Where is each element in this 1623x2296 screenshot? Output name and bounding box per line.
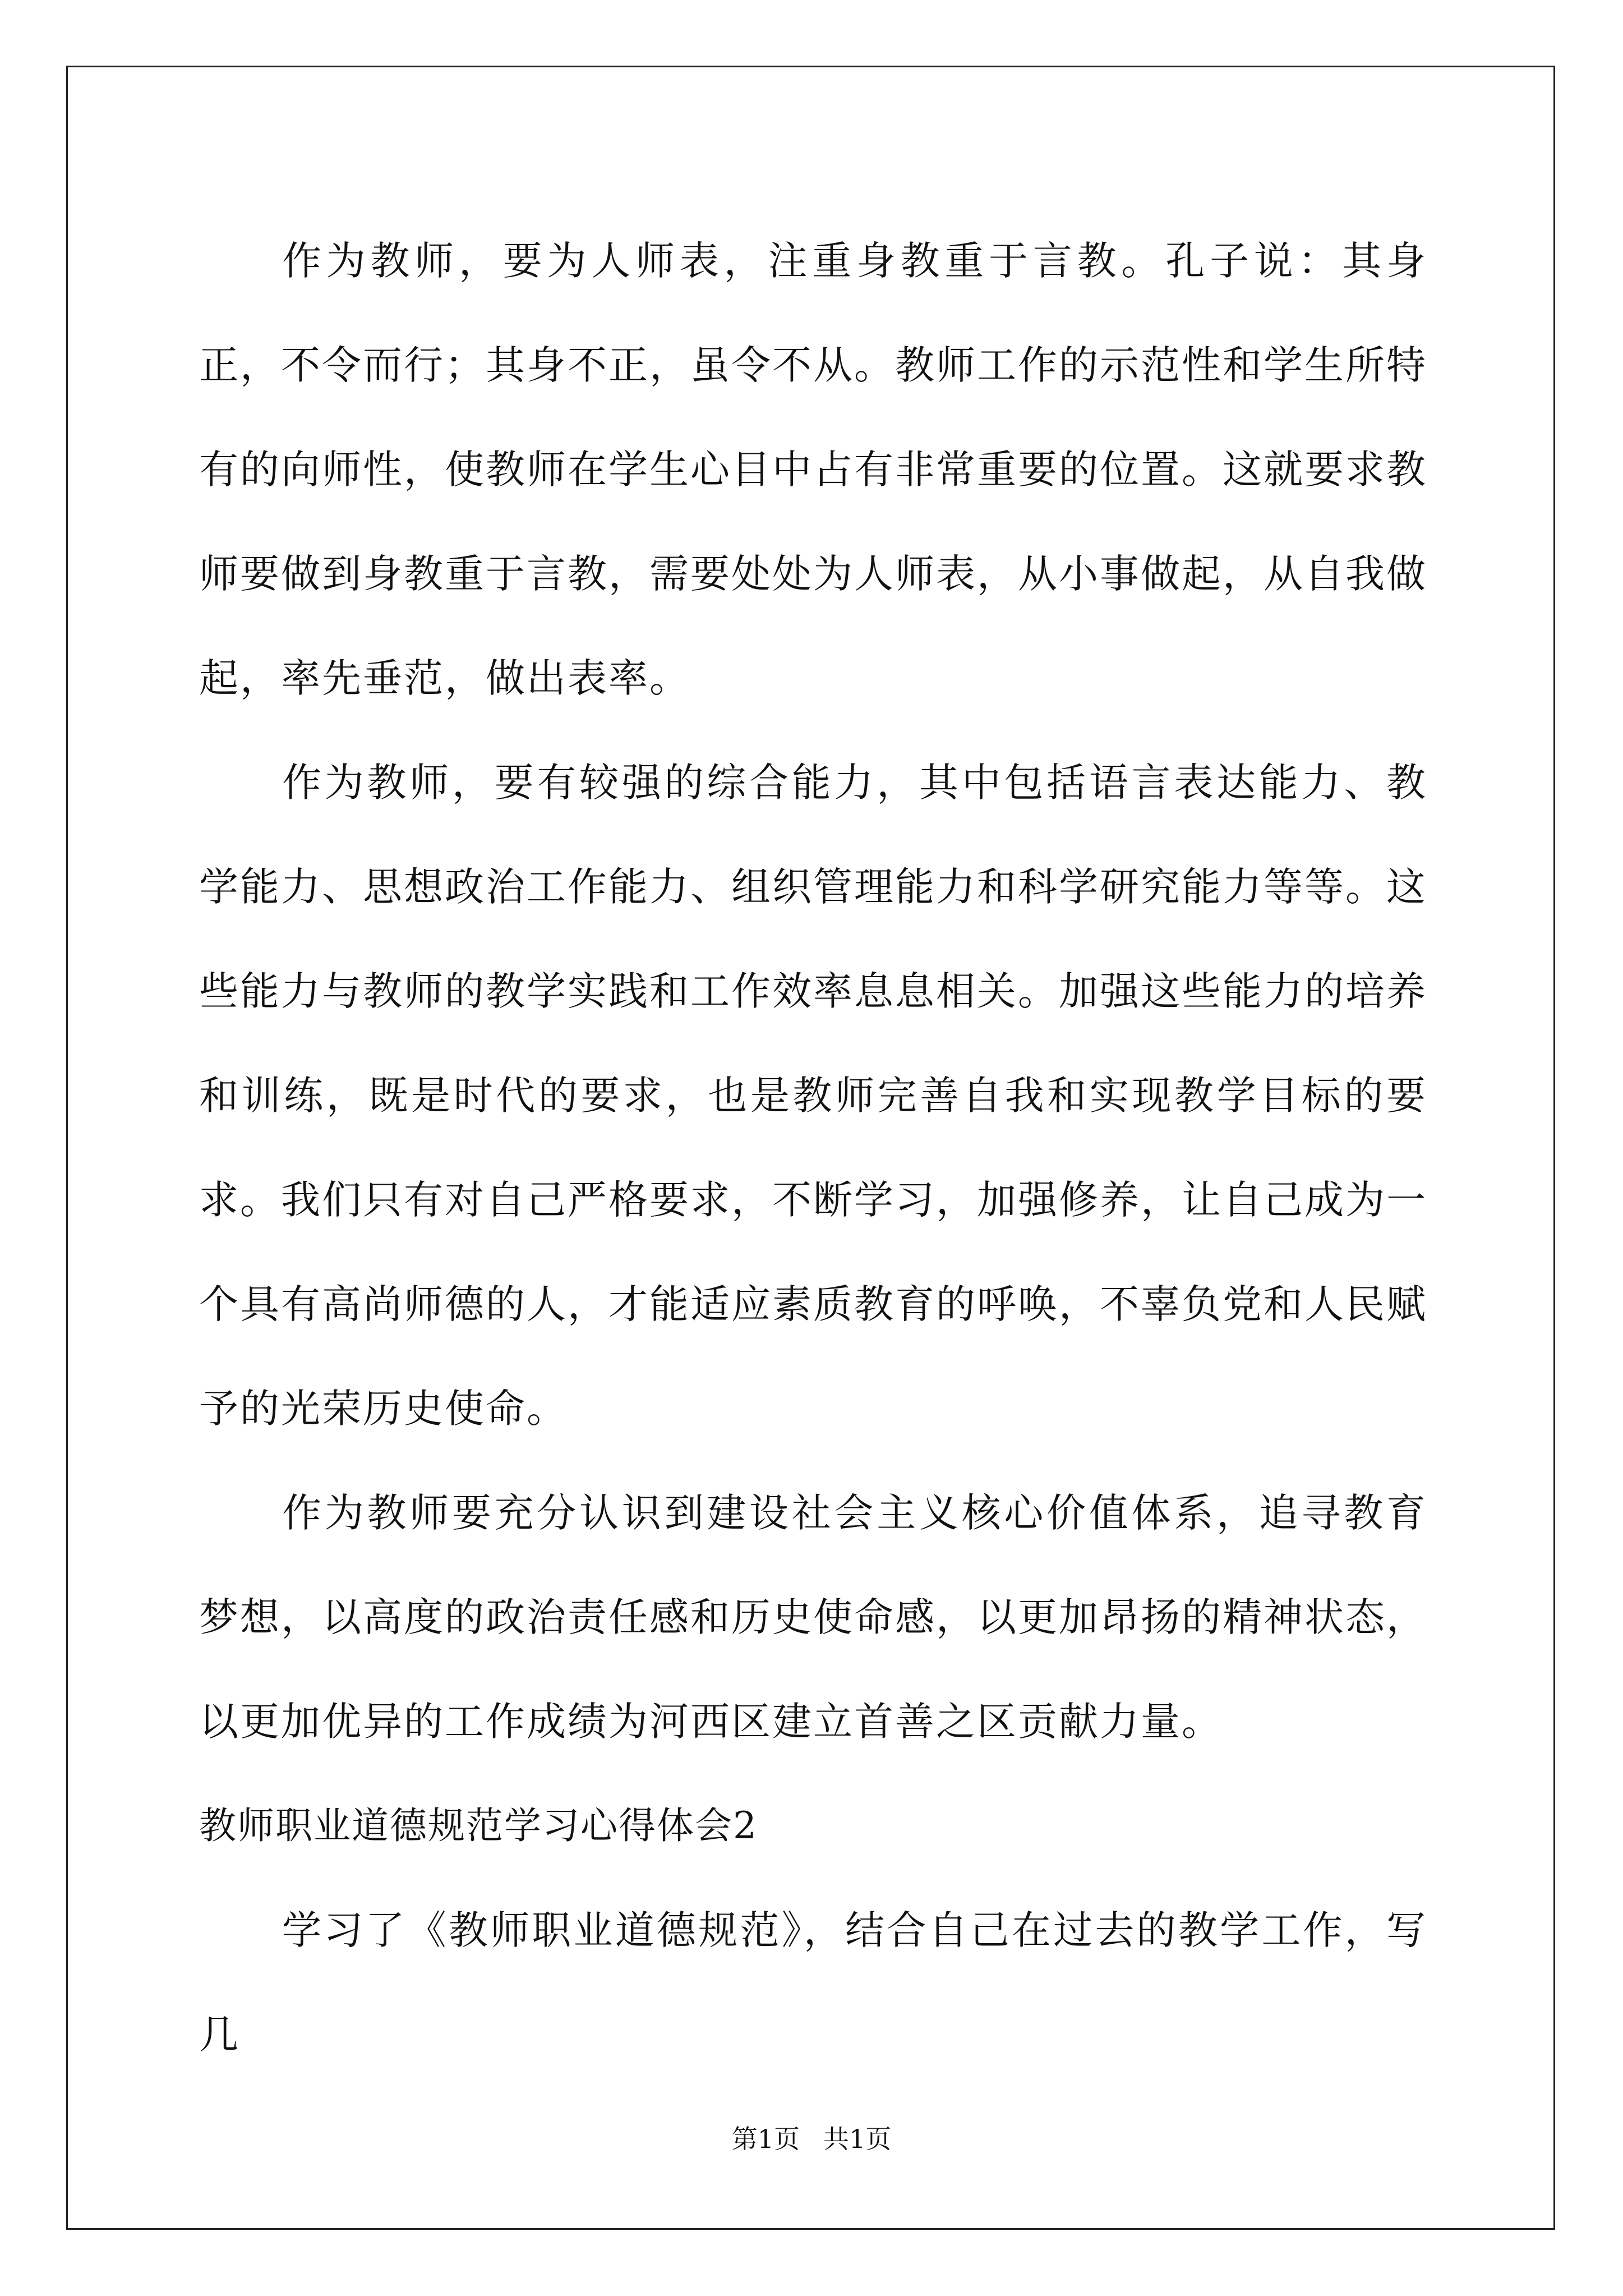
- document-body: [199, 209, 1427, 2087]
- paragraph-2: 作为教师，要有较强的综合能力，其中包括语言表达能力、教学能力、思想政治工作能力、组织管理能力和科学研究能力等等。这些能力与教师的教学实践和工作效率息息相关。加强这些能力的培养和训练，既是时代的要求，也是教师完善自我和实现教学目标的要求。我们只有对自己严格要求，不断学习，加强修养，让自己成为一个具有高尚师德的人，才能适应素质教育的呼唤，不辜负党和人民赋予的光荣历史使命。: [199, 760, 1427, 1432]
- paragraph-3: 作为教师要充分认识到建设社会主义核心价值体系，追寻教育梦想，以高度的政治责任感和历史使命感，以更加昂扬的精神状态，以更加优异的工作成绩为河西区建立首善之区贡献力量。: [199, 1490, 1427, 1745]
- section-heading: 教师职业道德规范学习心得体会2: [199, 1804, 758, 1847]
- section-paragraph: 学习了《教师职业道德规范》，结合自己在过去的教学工作，写几: [199, 1907, 1427, 2058]
- page-footer: [0, 2122, 1623, 2156]
- page-number-total: 共1页: [823, 2124, 892, 2154]
- paragraph-1: 作为教师，要为人师表，注重身教重于言教。孔子说：其身正，不令而行；其身不正，虽令不从。教师工作的示范性和学生所特有的向师性，使教师在学生心目中占有非常重要的位置。这就要求教师要做到身教重于言教，需要处处为人师表，从小事做起，从自我做起，率先垂范，做出表率。: [199, 238, 1427, 701]
- page-number-current: 第1页: [731, 2124, 800, 2154]
